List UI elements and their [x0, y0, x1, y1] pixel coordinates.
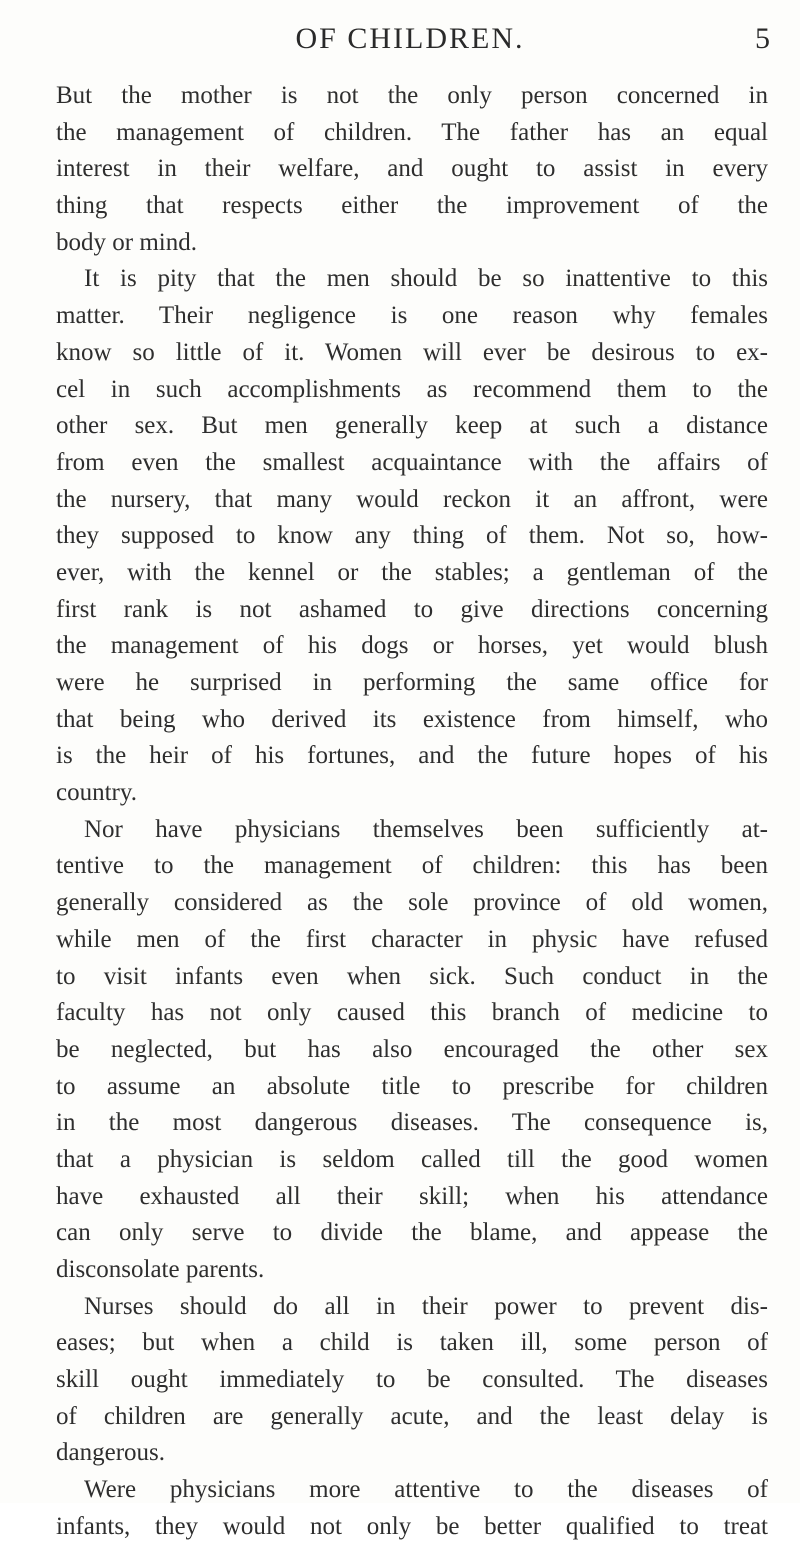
- text-line: Nor have physicians themselves been sufficiently at-: [84, 815, 768, 843]
- text-line: generally considered as the sole province of old women,: [56, 889, 768, 917]
- text-line: of children are generally acute, and the least delay is: [56, 1402, 768, 1430]
- text-line: in the most dangerous diseases. The consequence is,: [56, 1109, 768, 1137]
- text-line: that being who derived its existence from himself, who: [56, 705, 768, 733]
- text-line: eases; but when a child is taken ill, some person of: [56, 1329, 768, 1357]
- text-line: But the mother is not the only person concerned in: [56, 82, 768, 109]
- running-title: OF CHILDREN.: [295, 22, 525, 55]
- text-line: be neglected, but has also encouraged the other sex: [56, 1035, 768, 1063]
- text-line: disconsolate parents.: [56, 1256, 265, 1283]
- text-line: were he surprised in performing the same office for: [56, 669, 768, 696]
- page-number: 5: [755, 22, 770, 55]
- text-line: ever, with the kennel or the stables; a gentleman of the: [56, 558, 768, 586]
- text-line: dangerous.: [56, 1439, 165, 1467]
- text-line: can only serve to divide the blame, and appease the: [56, 1219, 768, 1247]
- text-line: Were physicians more attentive to the diseases of: [84, 1476, 768, 1504]
- text-line: the management of children. The father has an equal: [56, 118, 768, 146]
- text-line: have exhausted all their skill; when his attendance: [56, 1182, 768, 1210]
- text-line: is the heir of his fortunes, and the future hopes of his: [56, 742, 768, 770]
- text-line: skill ought immediately to be consulted. The diseases: [56, 1366, 768, 1394]
- text-line: while men of the first character in physic have refused: [56, 925, 768, 953]
- text-line: thing that respects either the improvement of the: [56, 192, 768, 220]
- text-line: the management of his dogs or horses, yet would blush: [56, 632, 768, 660]
- text-line: interest in their welfare, and ought to assist in every: [56, 155, 768, 183]
- text-line: other sex. But men generally keep at such a distance: [56, 412, 768, 440]
- running-head: [50, 22, 770, 62]
- text-line: cel in such accomplishments as recommend them to the: [56, 375, 768, 403]
- text-line: from even the smallest acquaintance with the affairs of: [56, 448, 768, 476]
- text-line: body or mind.: [56, 228, 197, 256]
- text-line: first rank is not ashamed to give directions concerning: [56, 595, 768, 623]
- text-line: It is pity that the men should be so inattentive to this: [84, 265, 768, 293]
- text-line: know so little of it. Women will ever be desirous to ex-: [56, 338, 768, 366]
- text-line: Nurses should do all in their power to prevent dis-: [84, 1292, 768, 1320]
- text-line: they supposed to know any thing of them. Not so, how-: [56, 522, 768, 550]
- text-line: the nursery, that many would reckon it an affront, were: [56, 485, 768, 513]
- text-line: country.: [56, 779, 137, 807]
- text-line: infants, they would not only be better qualified to treat: [56, 1512, 768, 1540]
- text-line: to visit infants even when sick. Such conduct in the: [56, 962, 768, 990]
- text-line: tentive to the management of children: this has been: [56, 852, 768, 880]
- text-line: to assume an absolute title to prescribe for children: [56, 1072, 768, 1100]
- text-line: faculty has not only caused this branch of medicine to: [56, 999, 768, 1027]
- text-line: matter. Their negligence is one reason why females: [56, 302, 768, 330]
- text-line: that a physician is seldom called till the good women: [56, 1145, 768, 1173]
- body-text: [56, 78, 768, 1546]
